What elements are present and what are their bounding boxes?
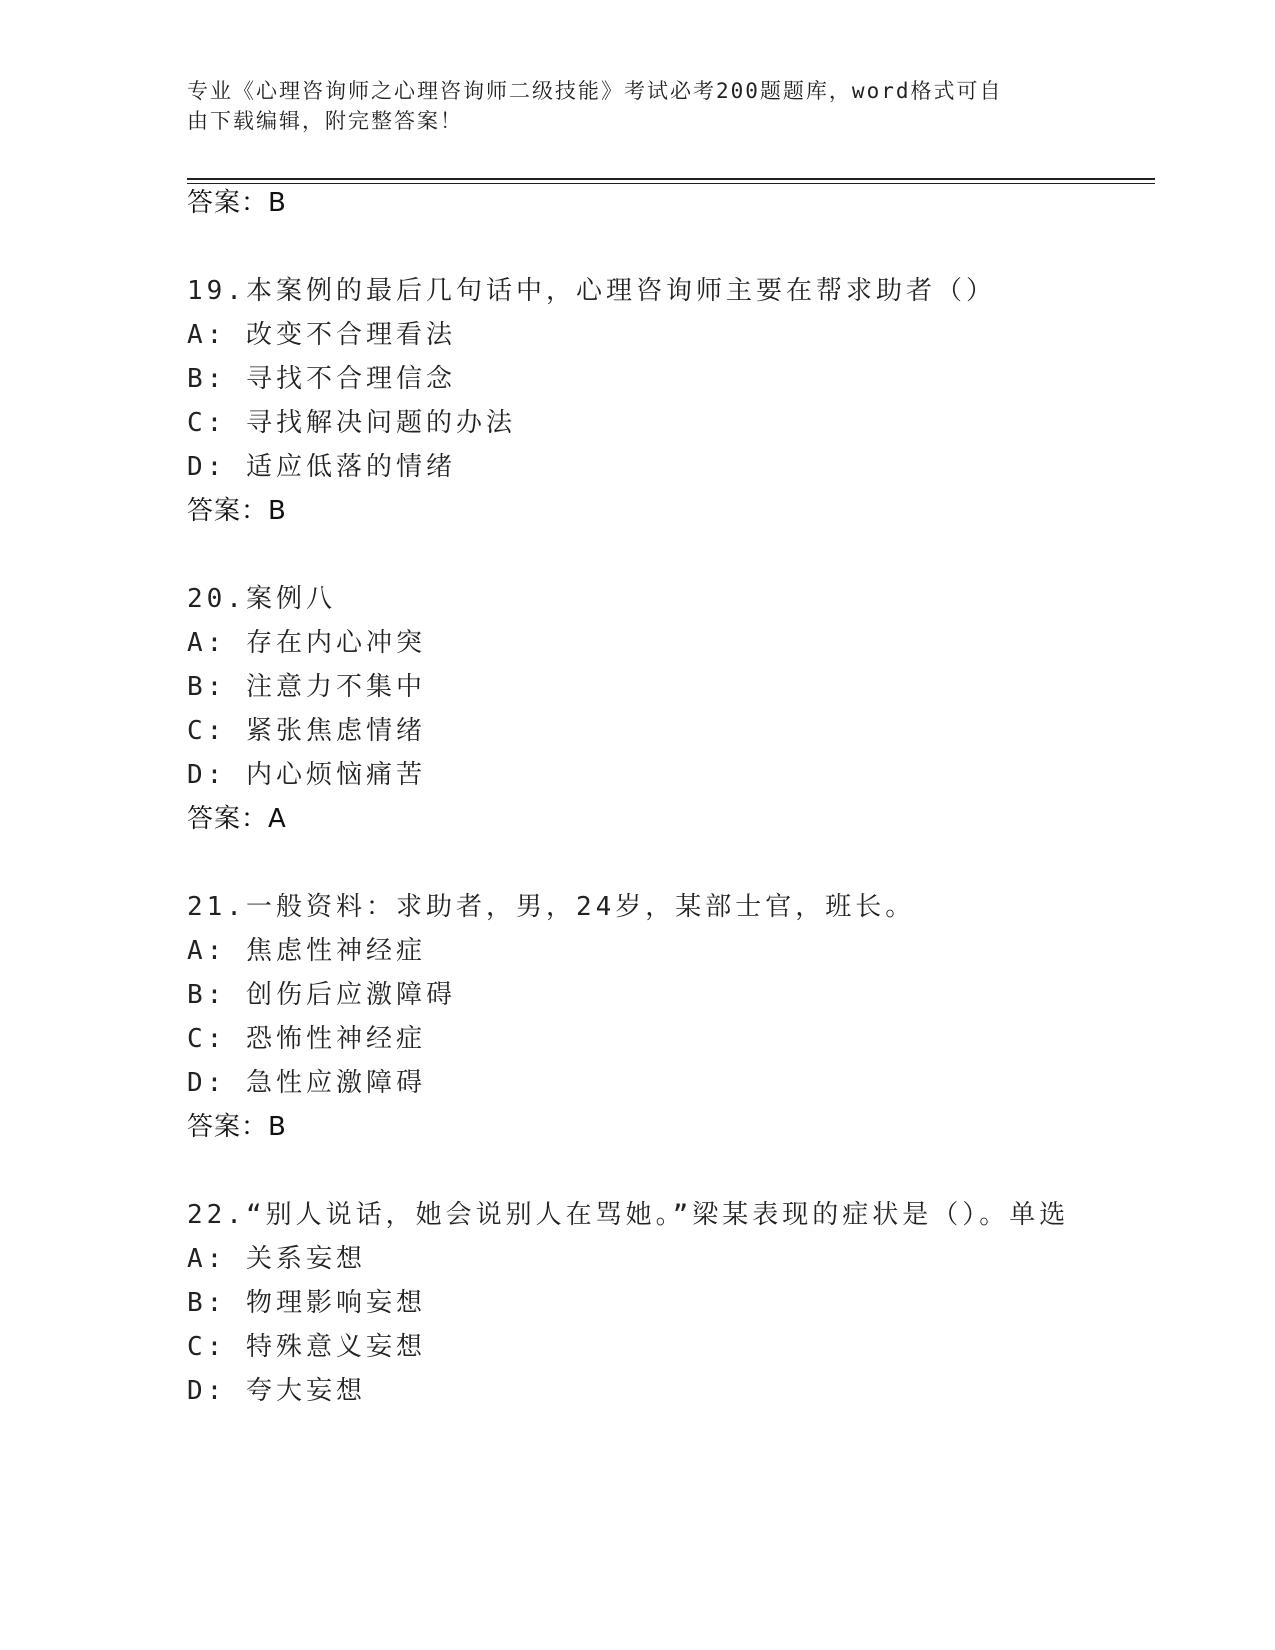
question-19-option-d: D: 适应低落的情绪 bbox=[187, 452, 456, 482]
question-22-text: 22.“别人说话，她会说别人在骂她。”梁某表现的症状是（）。单选 bbox=[187, 1200, 1070, 1230]
document-header bbox=[187, 76, 1067, 136]
header-divider-thick bbox=[187, 178, 1155, 180]
question-21-option-d: D: 急性应激障碍 bbox=[187, 1068, 426, 1098]
question-22-option-b: B: 物理影响妄想 bbox=[187, 1288, 426, 1318]
question-20-option-c: C: 紧张焦虑情绪 bbox=[187, 716, 426, 746]
question-21-option-b: B: 创伤后应激障碍 bbox=[187, 980, 456, 1010]
answer-21: 答案：B bbox=[187, 1112, 287, 1142]
question-20-text: 20.案例八 bbox=[187, 584, 336, 614]
question-19-option-a: A: 改变不合理看法 bbox=[187, 320, 456, 350]
header-line-2: 由下载编辑，附完整答案！ bbox=[187, 109, 463, 133]
question-21-option-c: C: 恐怖性神经症 bbox=[187, 1024, 426, 1054]
header-divider-thin bbox=[187, 183, 1155, 184]
question-22-option-c: C: 特殊意义妄想 bbox=[187, 1332, 426, 1362]
question-22-option-d: D: 夸大妄想 bbox=[187, 1376, 366, 1406]
question-21-option-a: A: 焦虑性神经症 bbox=[187, 936, 426, 966]
question-19-option-b: B: 寻找不合理信念 bbox=[187, 364, 456, 394]
answer-19: 答案：B bbox=[187, 496, 287, 526]
question-20-option-b: B: 注意力不集中 bbox=[187, 672, 426, 702]
question-22-option-a: A: 关系妄想 bbox=[187, 1244, 366, 1274]
answer-18: 答案：B bbox=[187, 188, 287, 218]
header-line-1: 专业《心理咨询师之心理咨询师二级技能》考试必考200题题库，word格式可自 bbox=[187, 79, 1003, 103]
answer-20: 答案：A bbox=[187, 804, 287, 834]
question-20-option-d: D: 内心烦恼痛苦 bbox=[187, 760, 426, 790]
question-19-option-c: C: 寻找解决问题的办法 bbox=[187, 408, 516, 438]
question-21-text: 21.一般资料：求助者，男，24岁，某部士官，班长。 bbox=[187, 892, 916, 922]
question-19-text: 19.本案例的最后几句话中，心理咨询师主要在帮求助者（） bbox=[187, 276, 996, 306]
question-20-option-a: A: 存在内心冲突 bbox=[187, 628, 426, 658]
